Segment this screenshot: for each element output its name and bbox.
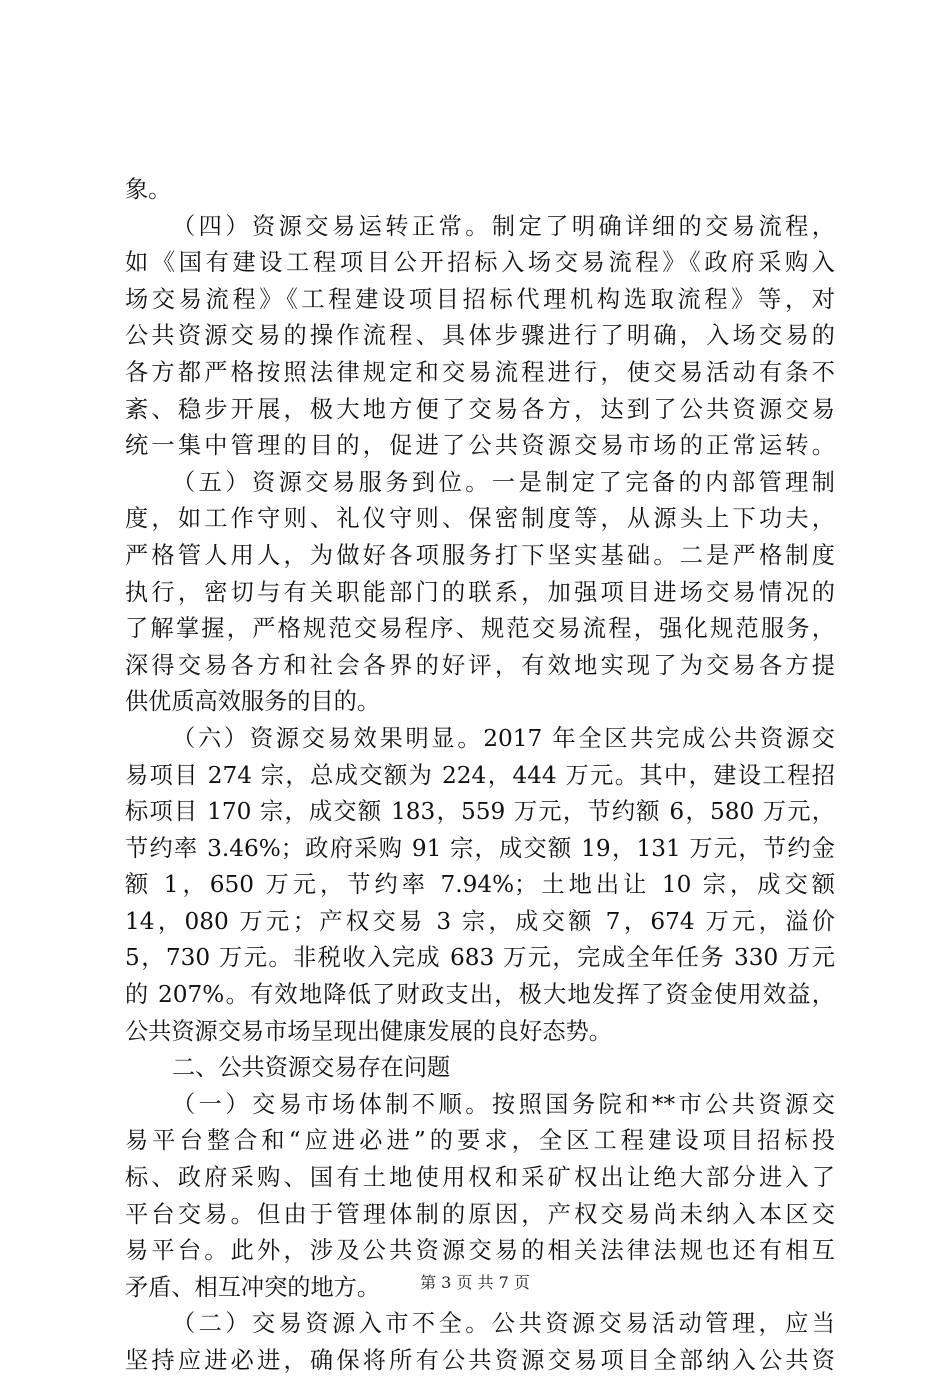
text-line: 额 1，650 万元，节约率 7.94%；土地出让 10 宗，成交额 bbox=[125, 871, 835, 899]
paragraph-heading-line: （一）交易市场体制不顺。按照国务院和**市公共资源交 bbox=[172, 1090, 835, 1118]
text-line: 坚持应进必进，确保将所有公共资源交易项目全部纳入公共资 bbox=[125, 1347, 835, 1374]
text-line: 供优质高效服务的目的。 bbox=[125, 688, 381, 716]
text-line: 5，730 万元。非税收入完成 683 万元，完成全年任务 330 万元 bbox=[125, 944, 835, 972]
text-line: 场交易流程》《工程建设项目招标代理机构选取流程》等，对 bbox=[125, 285, 835, 313]
text-line: 矛盾、相互冲突的地方。 bbox=[125, 1273, 381, 1301]
text-line: 了解掌握，严格规范交易程序、规范交易流程，强化规范服务， bbox=[125, 615, 835, 643]
text-line: 公共资源交易的操作流程、具体步骤进行了明确，入场交易的 bbox=[125, 322, 835, 350]
text-line: 易项目 274 宗，总成交额为 224，444 万元。其中，建设工程招 bbox=[125, 761, 835, 789]
text-line: 平台交易。但由于管理体制的原因，产权交易尚未纳入本区交 bbox=[125, 1200, 835, 1228]
text-line: 紊、稳步开展，极大地方便了交易各方，达到了公共资源交易 bbox=[125, 395, 835, 423]
text-line: 深得交易各方和社会各界的好评，有效地实现了为交易各方提 bbox=[125, 651, 835, 679]
text-line: 象。 bbox=[125, 176, 172, 203]
paragraph-heading-line: （六）资源交易效果明显。2017 年全区共完成公共资源交 bbox=[172, 724, 835, 752]
text-line: 易平台。此外，涉及公共资源交易的相关法律法规也还有相互 bbox=[125, 1237, 835, 1265]
paragraph-heading-line: （五）资源交易服务到位。一是制定了完备的内部管理制 bbox=[172, 468, 835, 496]
text-line: 标、政府采购、国有土地使用权和采矿权出让绝大部分进入了 bbox=[125, 1164, 835, 1192]
text-line: 公共资源交易市场呈现出健康发展的良好态势。 bbox=[125, 1017, 612, 1045]
text-line: 如《国有建设工程项目公开招标入场交易流程》《政府采购入 bbox=[125, 249, 835, 277]
page-number-footer: 第 3 页 共 7 页 bbox=[420, 1273, 530, 1292]
text-line: 的 207%。有效地降低了财政支出，极大地发挥了资金使用效益， bbox=[125, 981, 835, 1009]
text-line: 节约率 3.46%；政府采购 91 宗，成交额 19，131 万元，节约金 bbox=[125, 834, 835, 862]
text-line: 执行，密切与有关职能部门的联系，加强项目进场交易情况的 bbox=[125, 578, 835, 606]
section-heading: 二、公共资源交易存在问题 bbox=[172, 1054, 451, 1082]
text-line: 统一集中管理的目的，促进了公共资源交易市场的正常运转。 bbox=[125, 432, 835, 460]
body-text bbox=[125, 172, 835, 1380]
text-line: 各方都严格按照法律规定和交易流程进行，使交易活动有条不 bbox=[125, 358, 835, 386]
text-line: 标项目 170 宗，成交额 183，559 万元，节约额 6，580 万元， bbox=[125, 798, 835, 826]
text-line: 严格管人用人，为做好各项服务打下坚实基础。二是严格制度 bbox=[125, 541, 835, 569]
paragraph-heading-line: （四）资源交易运转正常。制定了明确详细的交易流程， bbox=[172, 212, 835, 240]
text-line: 度，如工作守则、礼仪守则、保密制度等，从源头上下功夫， bbox=[125, 505, 835, 533]
paragraph-heading-line: （二）交易资源入市不全。公共资源交易活动管理，应当 bbox=[172, 1310, 835, 1338]
text-line: 14，080 万元；产权交易 3 宗，成交额 7，674 万元，溢价 bbox=[125, 907, 835, 935]
text-line: 易平台整合和“应进必进”的要求，全区工程建设项目招标投 bbox=[125, 1127, 835, 1155]
